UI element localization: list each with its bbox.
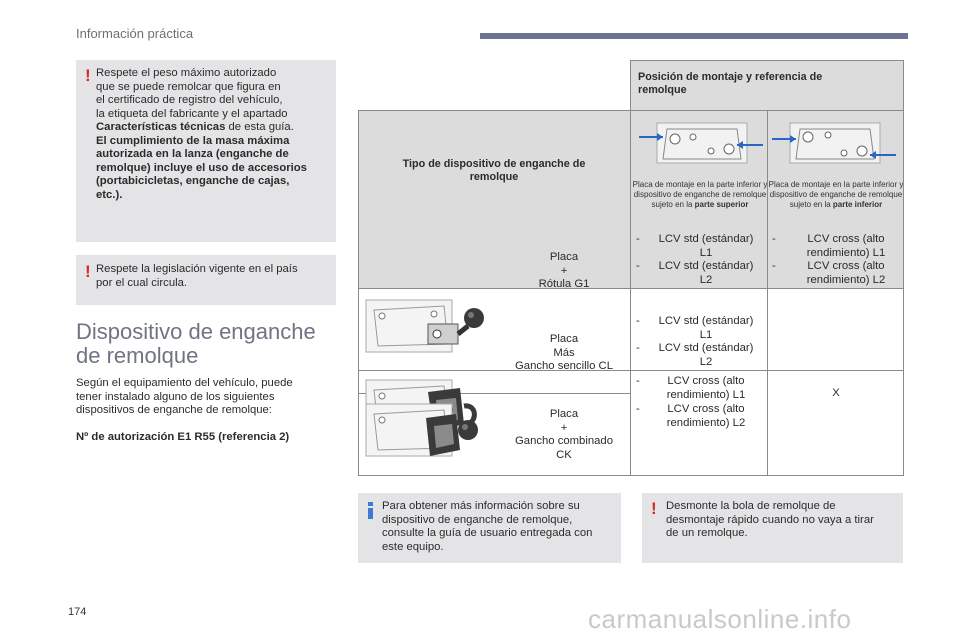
type-line: Rótula G1 xyxy=(538,278,590,290)
list-line: LCV cross (alto xyxy=(667,375,745,387)
combined-hook-ck-picture xyxy=(364,400,496,468)
list-line: LCV cross (alto xyxy=(667,403,745,415)
list-line: L1 xyxy=(699,328,713,341)
row2-type-label xyxy=(496,333,632,374)
warning-ref-bold: Características técnicas xyxy=(96,121,226,133)
mounting-plate-bottom-diagram xyxy=(770,115,898,175)
page-number: 174 xyxy=(68,606,87,618)
list-line: L2 xyxy=(699,355,713,368)
warning-exclamation-icon: ! xyxy=(651,499,657,518)
mounting-plate-top-diagram xyxy=(637,115,765,175)
warning-bold-line: El cumplimiento de la masa máxima xyxy=(96,134,290,147)
tow-ball-g1-image xyxy=(364,296,496,362)
warning-box-law xyxy=(76,255,336,305)
header-accent-bar xyxy=(480,33,908,39)
list-line: L2 xyxy=(699,273,713,286)
header-position-title xyxy=(638,71,898,97)
type-line: Placa xyxy=(549,333,579,345)
warning-line: Respete la legislación vigente en el país xyxy=(96,263,298,275)
warning-bold-line: autorizada en la lanza (enganche de xyxy=(96,148,289,160)
list-line: L1 xyxy=(699,246,713,259)
warning-line: Desmonte la bola de remolque de xyxy=(666,500,836,512)
list-dash: - xyxy=(772,233,776,245)
intro-line: tener instalado alguno de los siguientes xyxy=(76,390,275,403)
warning-line: por el cual circula. xyxy=(96,276,188,289)
list-line: LCV cross (alto xyxy=(807,260,885,272)
warning-exclamation-icon: ! xyxy=(85,66,91,85)
list-dash: - xyxy=(636,403,640,415)
info-line: este equipo. xyxy=(382,540,444,553)
warning-line: de un remolque. xyxy=(666,527,748,539)
caption-top-mount xyxy=(632,180,768,210)
type-line: + xyxy=(560,264,568,277)
type-line: Más xyxy=(553,346,575,359)
type-line: + xyxy=(560,421,568,434)
page-header-title: Información práctica xyxy=(76,26,194,41)
type-line: Gancho combinado xyxy=(515,435,613,447)
row1-type-label xyxy=(496,251,632,292)
watermark: carmanualsonline.info xyxy=(588,604,852,634)
table-border xyxy=(358,475,904,476)
warning-line: que se puede remolcar que figura en xyxy=(96,80,281,93)
table-border xyxy=(358,110,359,476)
intro-line: Según el equipamiento del vehículo, puede xyxy=(76,377,293,389)
info-line: Para obtener más información sobre su xyxy=(382,500,580,512)
caption-line: sujeto en la xyxy=(789,200,833,209)
caption-line: sujeto en la xyxy=(651,200,695,209)
warning-box-ball xyxy=(642,493,903,563)
list-dash: - xyxy=(636,342,640,354)
section-title-line: de remolque xyxy=(76,343,199,368)
section-intro xyxy=(76,377,336,418)
warning-box-weight xyxy=(76,60,336,242)
list-dash: - xyxy=(636,375,640,387)
approval-number: Nº de autorización E1 R55 (referencia 2) xyxy=(76,431,290,443)
caption-bottom-mount xyxy=(768,180,904,210)
info-icon xyxy=(367,502,375,519)
caption-line: Placa de montaje en la parte inferior y xyxy=(632,180,768,189)
header-line: remolque xyxy=(469,171,519,183)
table-border xyxy=(903,60,904,476)
warning-ref-after: de esta guía. xyxy=(225,121,294,133)
list-line: rendimiento) L2 xyxy=(806,273,886,286)
section-title-line: Dispositivo de enganche xyxy=(76,319,316,344)
header-type-title xyxy=(358,158,630,184)
warning-line: desmontaje rápido cuando no vaya a tirar xyxy=(666,513,874,526)
warning-line: el certificado de registro del vehículo, xyxy=(96,94,283,106)
caption-line: dispositivo de enganche de remolque xyxy=(769,190,903,199)
info-line: consulte la guía de usuario entregada con xyxy=(382,527,593,539)
info-line: dispositivo de enganche de remolque, xyxy=(382,513,573,526)
row3-type-label xyxy=(496,408,632,462)
intro-line: dispositivos de enganche de remolque: xyxy=(76,404,272,416)
list-line: rendimiento) L1 xyxy=(666,388,746,401)
header-line: remolque xyxy=(638,84,687,96)
header-line: Tipo de dispositivo de enganche de xyxy=(402,158,586,170)
list-line: LCV cross (alto xyxy=(807,233,885,245)
list-dash: - xyxy=(636,315,640,327)
header-line: Posición de montaje y referencia de xyxy=(638,71,823,83)
info-box xyxy=(358,493,621,563)
table-border xyxy=(358,110,904,111)
warning-line: Respete el peso máximo autorizado xyxy=(96,67,277,79)
list-line: rendimiento) L1 xyxy=(806,246,886,259)
list-line: LCV std (estándar) xyxy=(658,342,754,354)
list-dash: - xyxy=(636,233,640,245)
warning-exclamation-icon: ! xyxy=(85,262,91,281)
list-line: rendimiento) L2 xyxy=(666,416,746,429)
table-border xyxy=(630,60,904,61)
warning-bold-line: etc.). xyxy=(96,188,123,201)
caption-line: Placa de montaje en la parte inferior y xyxy=(768,180,904,189)
list-line: LCV std (estándar) xyxy=(658,260,754,272)
type-line: Placa xyxy=(549,408,579,420)
list-dash: - xyxy=(636,260,640,272)
type-line: CK xyxy=(556,448,572,461)
type-line: Gancho sencillo CL xyxy=(515,360,613,372)
warning-line: la etiqueta del fabricante y el apartado xyxy=(96,107,288,120)
list-line: LCV std (estándar) xyxy=(658,315,754,327)
warning-bold-line: (portabicicletas, enganche de cajas, xyxy=(96,175,290,187)
section-title xyxy=(76,320,316,368)
caption-line: dispositivo de enganche de remolque xyxy=(633,190,767,199)
list-line: LCV std (estándar) xyxy=(658,233,754,245)
caption-bold: parte superior xyxy=(694,200,749,209)
type-line: Placa xyxy=(549,251,579,263)
warning-bold-line: remolque) incluye el uso de accesorios xyxy=(96,161,307,174)
not-available-mark: X xyxy=(832,387,840,399)
table-border xyxy=(767,110,768,476)
caption-bold: parte inferior xyxy=(832,200,883,209)
list-dash: - xyxy=(772,260,776,272)
